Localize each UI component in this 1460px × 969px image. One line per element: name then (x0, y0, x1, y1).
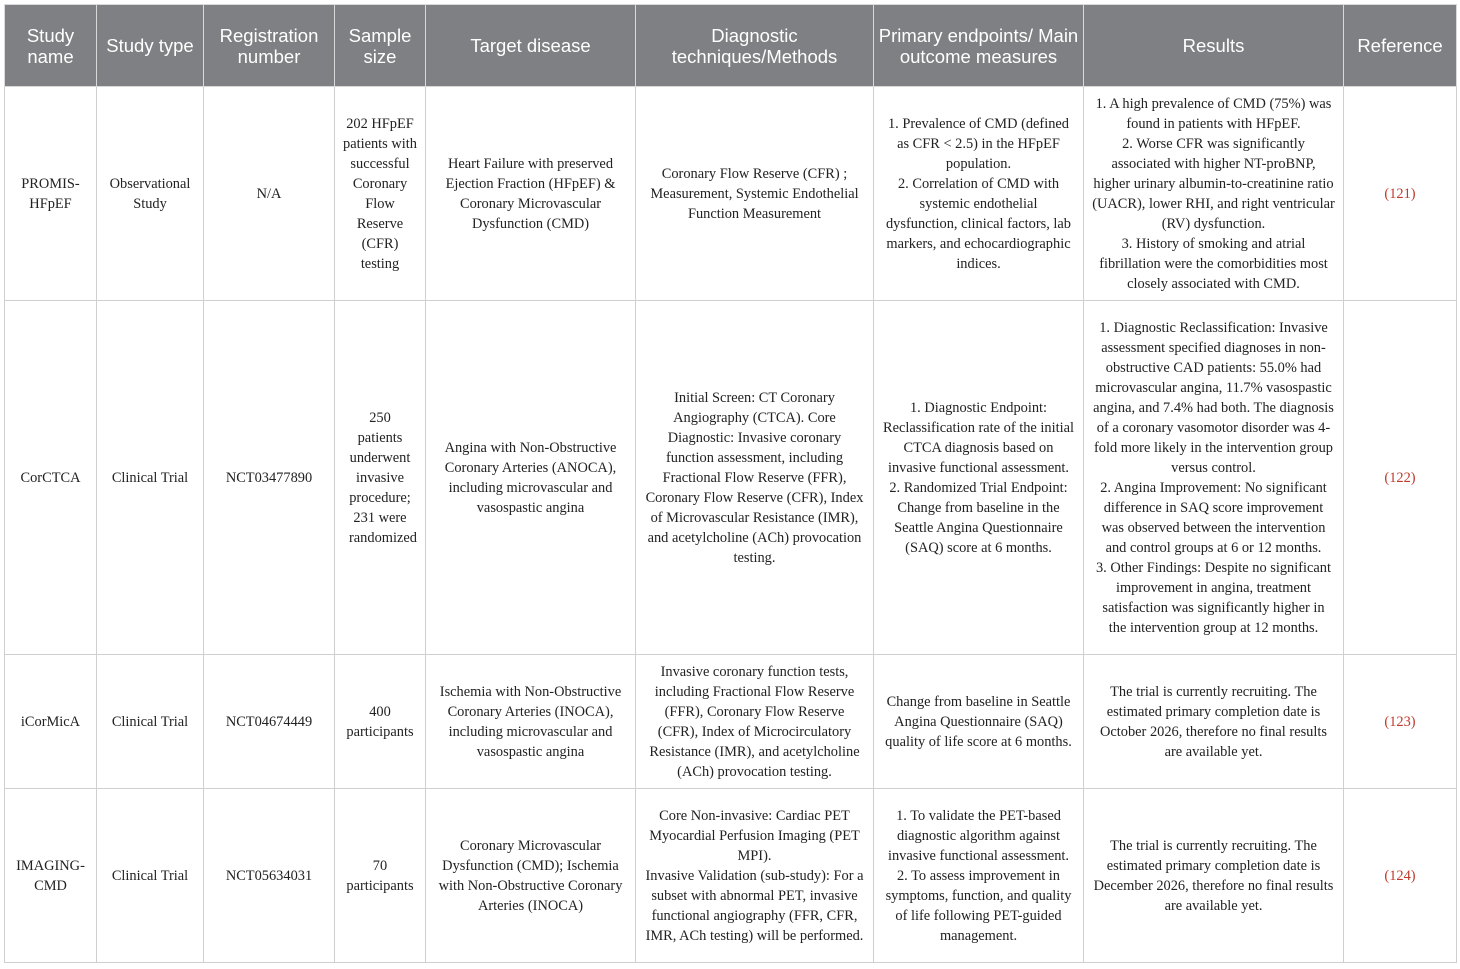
cell-study-name: PROMIS-HFpEF (5, 87, 97, 301)
diagnostic-item: Invasive Validation (sub-study): For a subset with abnormal PET, invasive functional angiography (FFR, CFR, IMR, ACh testing) will be performed. (645, 867, 864, 944)
cell-reference (1344, 301, 1457, 655)
cell-target-disease: Coronary Microvascular Dysfunction (CMD); Ischemia with Non-Obstructive Coronary Arteries (INOCA) (426, 789, 636, 963)
reference-link[interactable]: (123) (1384, 713, 1416, 730)
reference-link[interactable]: (121) (1384, 185, 1416, 202)
cell-diagnostic: Initial Screen: CT Coronary Angiography (CTCA). Core Diagnostic: Invasive coronary function assessment, including Fractional Flow Reserve (FFR), Coronary Flow Reserve (CFR), Index of Microvascular Resistance (IMR), and acetylcholine (ACh) provocation testing. (636, 301, 874, 655)
cell-endpoints (874, 301, 1084, 655)
cell-study-type: Observational Study (97, 87, 204, 301)
cell-sample-size: 70 participants (335, 789, 426, 963)
endpoint-item: 1. Prevalence of CMD (defined as CFR < 2.5) in the HFpEF population. (887, 115, 1070, 172)
header-registration-number: Registration number (204, 5, 335, 87)
table-row (5, 87, 1457, 301)
result-item: 3. Other Findings: Despite no significant improvement in angina, treatment satisfaction was significantly higher in the intervention group at 12 months. (1095, 559, 1332, 636)
cell-diagnostic (636, 789, 874, 963)
cell-study-name: iCorMicA (5, 655, 97, 789)
cell-registration-number: NCT04674449 (204, 655, 335, 789)
result-item: 1. A high prevalence of CMD (75%) was found in patients with HFpEF. (1095, 95, 1332, 132)
cell-registration-number: N/A (204, 87, 335, 301)
cell-endpoints (874, 87, 1084, 301)
cell-sample-size: 250 patients underwent invasive procedure; 231 were randomized (335, 301, 426, 655)
clinical-studies-table (4, 4, 1457, 963)
reference-link[interactable]: (124) (1384, 867, 1416, 884)
cell-study-name: CorCTCA (5, 301, 97, 655)
header-study-type: Study type (97, 5, 204, 87)
header-study-name: Study name (5, 5, 97, 87)
header-reference: Reference (1344, 5, 1457, 87)
result-item: The trial is currently recruiting. The estimated primary completion date is October 2026, therefore no final results are available yet. (1100, 683, 1327, 760)
result-item: The trial is currently recruiting. The estimated primary completion date is December 2026, therefore no final results are available yet. (1093, 837, 1334, 914)
result-item: 2. Angina Improvement: No significant difference in SAQ score improvement was observed between the intervention and control groups at 6 or 12 months. (1100, 479, 1327, 556)
header-row (5, 5, 1457, 87)
cell-target-disease: Angina with Non-Obstructive Coronary Arteries (ANOCA), including microvascular and vasospastic angina (426, 301, 636, 655)
cell-study-type: Clinical Trial (97, 301, 204, 655)
header-target-disease: Target disease (426, 5, 636, 87)
cell-study-type: Clinical Trial (97, 655, 204, 789)
endpoint-item: 1. Diagnostic Endpoint: Reclassification rate of the initial CTCA diagnosis based on invasive functional assessment. (882, 399, 1074, 476)
cell-sample-size: 400 participants (335, 655, 426, 789)
endpoint-item: 2. To assess improvement in symptoms, function, and quality of life following PET-guided management. (885, 867, 1072, 944)
cell-results (1084, 789, 1344, 963)
header-results: Results (1084, 5, 1344, 87)
cell-registration-number: NCT03477890 (204, 301, 335, 655)
endpoint-item: 2. Randomized Trial Endpoint: Change from baseline in the Seattle Angina Questionnaire (SAQ) score at 6 months. (889, 479, 1068, 556)
cell-study-type: Clinical Trial (97, 789, 204, 963)
cell-reference (1344, 789, 1457, 963)
cell-diagnostic: Invasive coronary function tests, including Fractional Flow Reserve (FFR), Coronary Flow Reserve (CFR), Index of Microcirculatory Resistance (IMR), and acetylcholine (ACh) provocation testing. (636, 655, 874, 789)
result-item: 2. Worse CFR was significantly associated with higher NT-proBNP, higher urinary albumin-to-creatinine ratio (UACR), lower RHI, and right ventricular (RV) dysfunction. (1092, 135, 1335, 232)
cell-endpoints (874, 655, 1084, 789)
reference-link[interactable]: (122) (1384, 469, 1416, 486)
table-row (5, 655, 1457, 789)
cell-reference (1344, 87, 1457, 301)
header-diagnostic: Diagnostic techniques/Methods (636, 5, 874, 87)
endpoint-item: 1. To validate the PET-based diagnostic algorithm against invasive functional assessment. (887, 807, 1070, 864)
cell-diagnostic: Coronary Flow Reserve (CFR) ; Measurement, Systemic Endothelial Function Measurement (636, 87, 874, 301)
cell-reference (1344, 655, 1457, 789)
table-row (5, 301, 1457, 655)
endpoint-item: Change from baseline in Seattle Angina Questionnaire (SAQ) quality of life score at 6 months. (885, 693, 1072, 750)
table-row (5, 789, 1457, 963)
diagnostic-item: Core Non-invasive: Cardiac PET Myocardial Perfusion Imaging (PET MPI). (649, 807, 860, 864)
result-item: 1. Diagnostic Reclassification: Invasive assessment specified diagnoses in non-obstructive CAD patients: 55.0% had microvascular angina, 11.7% vasospastic angina, and 7.4% had both. The diagnosis of a coronary vasomotor disorder was 4-fold more likely in the intervention group versus control. (1093, 319, 1334, 476)
cell-sample-size: 202 HFpEF patients with successful Coronary Flow Reserve (CFR) testing (335, 87, 426, 301)
cell-study-name: IMAGING-CMD (5, 789, 97, 963)
header-sample-size: Sample size (335, 5, 426, 87)
cell-results (1084, 655, 1344, 789)
cell-target-disease: Ischemia with Non-Obstructive Coronary Arteries (INOCA), including microvascular and vasospastic angina (426, 655, 636, 789)
cell-registration-number: NCT05634031 (204, 789, 335, 963)
cell-endpoints (874, 789, 1084, 963)
cell-results (1084, 87, 1344, 301)
header-endpoints: Primary endpoints/ Main outcome measures (874, 5, 1084, 87)
cell-results (1084, 301, 1344, 655)
endpoint-item: 2. Correlation of CMD with systemic endothelial dysfunction, clinical factors, lab markers, and echocardiographic indices. (885, 175, 1072, 272)
result-item: 3. History of smoking and atrial fibrillation were the comorbidities most closely associated with CMD. (1099, 235, 1328, 292)
cell-target-disease: Heart Failure with preserved Ejection Fraction (HFpEF) & Coronary Microvascular Dysfunction (CMD) (426, 87, 636, 301)
